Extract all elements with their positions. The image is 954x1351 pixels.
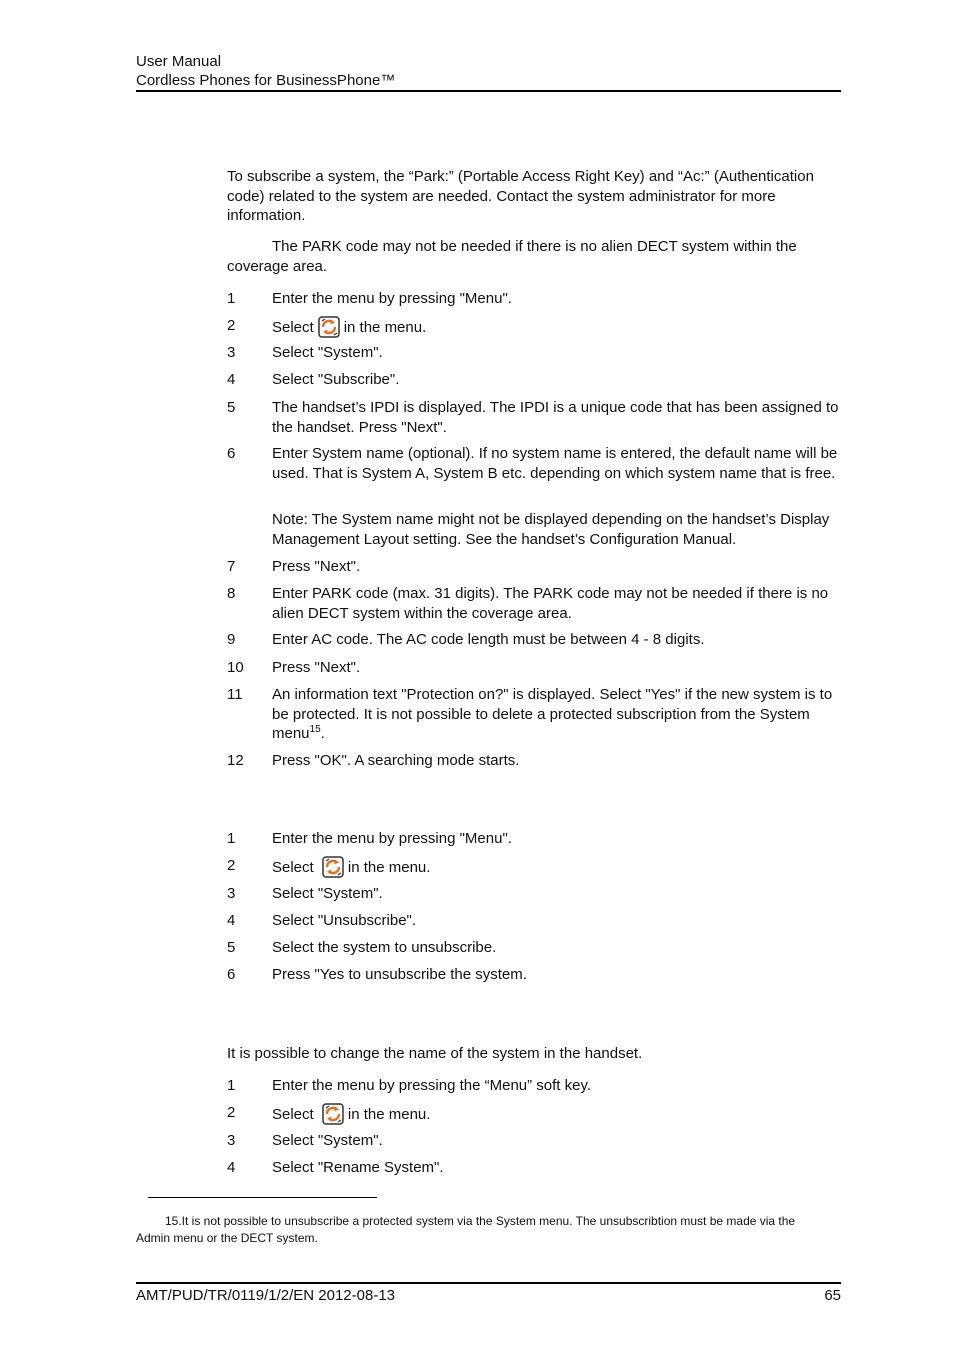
footnote: 15.It is not possible to unsubscribe a protected system via the System menu. The unsubscribtion must be made via the Admin menu or the DECT system.	[136, 1214, 796, 1245]
step-number: 12	[227, 752, 244, 769]
step-text: Press "Next".	[272, 558, 361, 575]
step-text-tail: .	[320, 725, 325, 742]
step-number: 3	[227, 344, 236, 361]
step-number: 2	[227, 317, 236, 334]
step-text: Press "Next".	[272, 659, 361, 676]
step-number: 1	[227, 1077, 236, 1094]
step-number: 6	[227, 966, 236, 983]
page-number: 65	[824, 1287, 841, 1304]
step-number: 4	[227, 1159, 236, 1176]
step-number: 3	[227, 1132, 236, 1149]
step-number: 1	[227, 290, 236, 307]
step-number: 2	[227, 857, 236, 874]
subscribe-note: The PARK code may not be needed if there is no alien DECT system within the coverage area.	[227, 238, 797, 275]
footnote-ref[interactable]: 15	[309, 724, 321, 735]
step-text: Select the system to unsubscribe.	[272, 939, 497, 956]
subscribe-intro: To subscribe a system, the “Park:” (Portable Access Right Key) and “Ac:” (Authentication code) related to the system are needed. Contact the system administrator for more information.	[227, 168, 814, 224]
step-number: 5	[227, 939, 236, 956]
step-text: Select "System".	[272, 1132, 383, 1149]
step-text: Select	[272, 859, 314, 876]
step-text: Enter the menu by pressing "Menu".	[272, 290, 512, 307]
step-number: 5	[227, 399, 236, 416]
header-subtitle: Cordless Phones for BusinessPhone™	[136, 72, 396, 89]
step-number: 2	[227, 1104, 236, 1121]
step-text: Enter the menu by pressing "Menu".	[272, 830, 512, 847]
step-number: 8	[227, 585, 236, 602]
step-number: 4	[227, 371, 236, 388]
step-text: in the menu.	[347, 859, 431, 876]
system-settings-icon	[322, 856, 344, 878]
step-number: 9	[227, 631, 236, 648]
step-text: Enter AC code. The AC code length must be between 4 - 8 digits.	[272, 631, 705, 648]
header-rule	[136, 90, 841, 92]
step-text: in the menu.	[343, 319, 427, 336]
doc-number: AMT/PUD/TR/0119/1/2/EN 2012-08-13	[136, 1287, 396, 1304]
step-text: Press "OK". A searching mode starts.	[272, 752, 520, 769]
step-note: Note: The System name might not be displayed depending on the handset’s Display Management Layout setting. See the handset’s Configuration Manual.	[272, 511, 830, 548]
system-settings-icon	[322, 1103, 344, 1125]
step-text: Select "System".	[272, 344, 383, 361]
step-number: 7	[227, 558, 236, 575]
step-text: Select "Unsubscribe".	[272, 912, 417, 929]
header-title: User Manual	[136, 53, 222, 70]
step-text: Select "Subscribe".	[272, 371, 400, 388]
step-number: 11	[227, 686, 243, 703]
step-text: Select	[272, 1106, 314, 1123]
footnote-rule	[148, 1197, 377, 1198]
step-text: Select "Rename System".	[272, 1159, 444, 1176]
step-text: The handset’s IPDI is displayed. The IPDI is a unique code that has been assigned to the handset. Press "Next".	[272, 399, 839, 436]
step-text: in the menu.	[347, 1106, 431, 1123]
step-number: 10	[227, 659, 244, 676]
step-number: 6	[227, 445, 236, 462]
step-text: Select	[272, 319, 314, 336]
step-number: 1	[227, 830, 236, 847]
step-number: 4	[227, 912, 236, 929]
system-settings-icon	[318, 316, 340, 338]
step-text: Enter the menu by pressing the “Menu” soft key.	[272, 1077, 592, 1094]
step-text: Enter PARK code (max. 31 digits). The PARK code may not be needed if there is no alien DECT system within the coverage area.	[272, 585, 829, 622]
step-text: Enter System name (optional). If no system name is entered, the default name will be used. That is System A, System B etc. depending on which system name that is free.	[272, 445, 838, 482]
step-text: Select "System".	[272, 885, 383, 902]
rename-intro: It is possible to change the name of the system in the handset.	[227, 1045, 643, 1062]
footer-rule	[136, 1282, 841, 1284]
step-number: 3	[227, 885, 236, 902]
step-text: Press "Yes to unsubscribe the system.	[272, 966, 527, 983]
step-text: An information text "Protection on?" is displayed. Select "Yes" if the new system is to be protected. It is not possible to delete a protected subscription from the System menu	[272, 686, 833, 742]
